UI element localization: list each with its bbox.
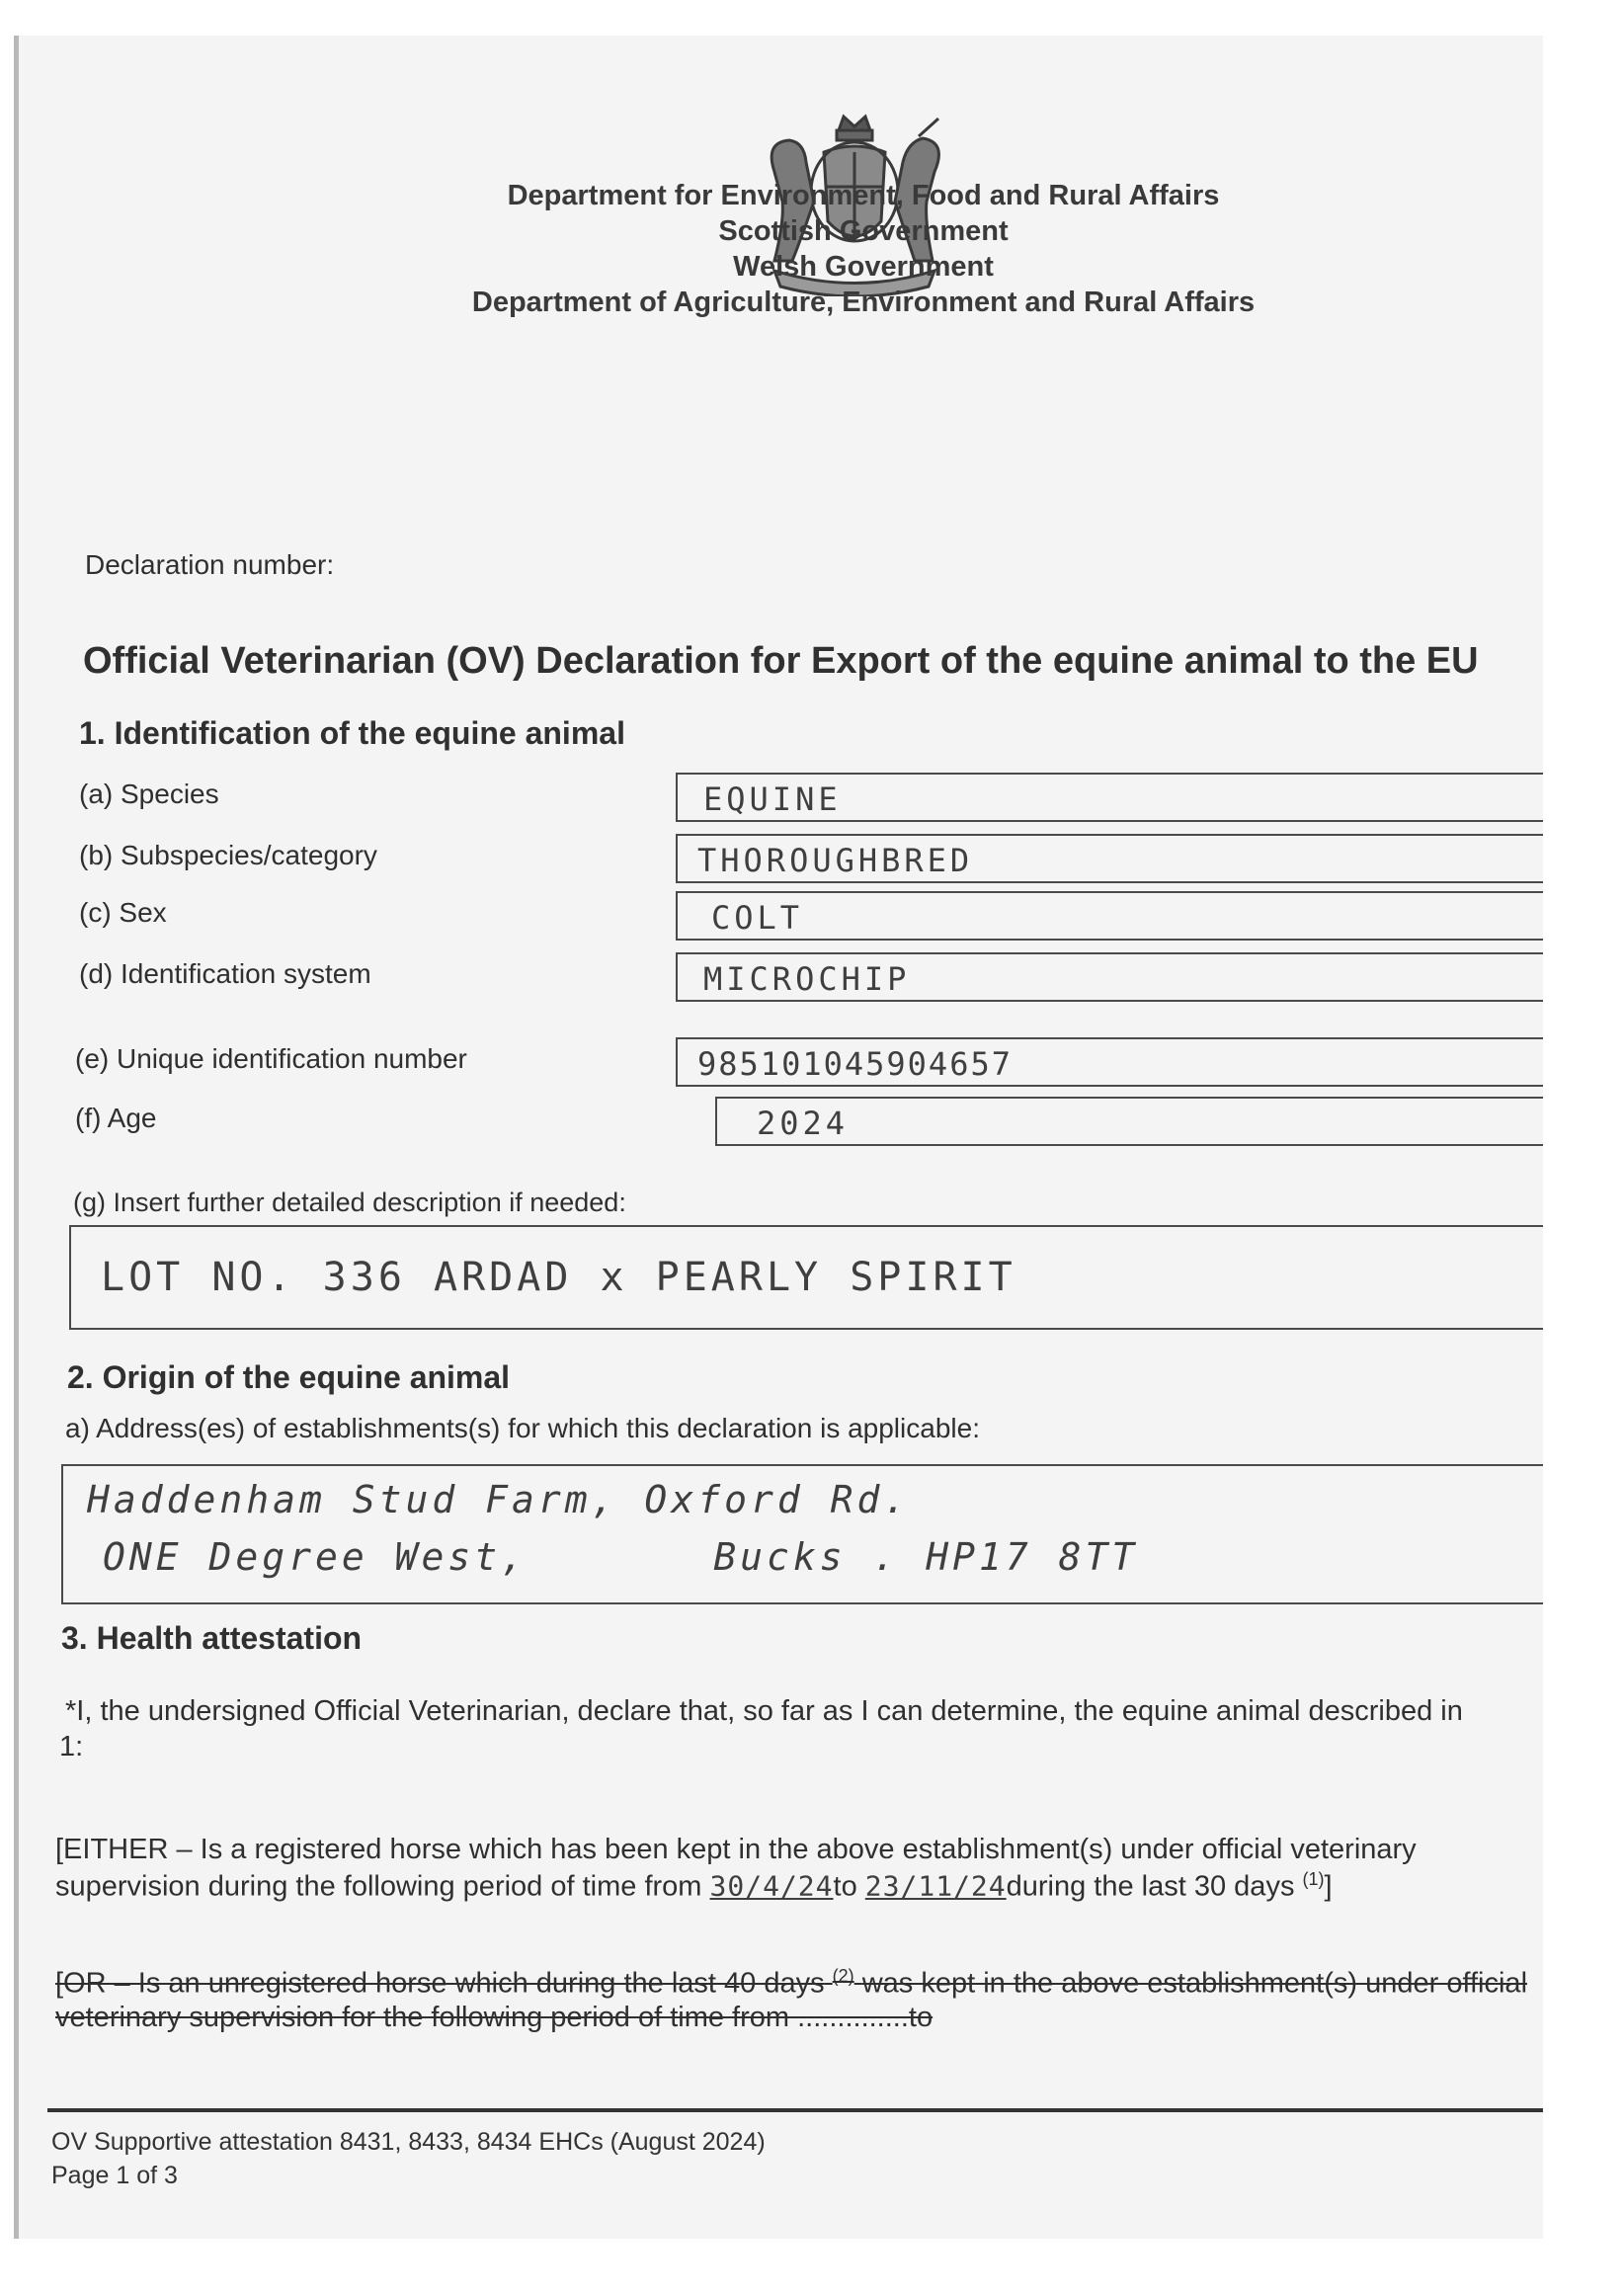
- section-2-heading: 2. Origin of the equine animal: [67, 1359, 511, 1395]
- subspecies-field: [676, 834, 1543, 883]
- identification-system-field: [676, 952, 1543, 1002]
- address-line-1: Haddenham Stud Farm, Oxford Rd.: [87, 1478, 911, 1521]
- age-value: 2024: [757, 1105, 850, 1142]
- page-prefix: Page: [51, 2162, 110, 2189]
- page-current: 1: [116, 2162, 130, 2189]
- department-daera: Department of Agriculture, Environment and Rural Affairs: [471, 287, 1256, 318]
- page-edge-shadow: [14, 36, 19, 2239]
- or-footnote-ref: (2): [832, 1966, 854, 1986]
- footer-attestation-ref: OV Supportive attestation 8431, 8433, 8434 EHCs (August 2024): [51, 2128, 766, 2156]
- either-end: ]: [1324, 1870, 1333, 1903]
- or-clause-struck-text: veterinary supervision for the following period of time from ..............to: [55, 2002, 934, 2033]
- either-suffix: during the last 30 days: [1006, 1870, 1295, 1903]
- section-1-heading: 1. Identification of the equine animal: [79, 715, 625, 751]
- page-total: 3: [164, 2162, 178, 2189]
- further-description-label: (g) Insert further detailed description if needed:: [73, 1188, 626, 1217]
- department-welsh-government: Welsh Government: [733, 251, 994, 283]
- age-field: [715, 1097, 1543, 1146]
- sex-label: (c) Sex: [79, 897, 167, 928]
- species-value: EQUINE: [703, 780, 842, 818]
- species-field: [676, 773, 1543, 822]
- document-title: Official Veterinarian (OV) Declaration for Export of the equine animal to the EU: [83, 640, 1479, 682]
- identification-system-value: MICROCHIP: [703, 960, 911, 998]
- sex-field: [676, 891, 1543, 941]
- department-defra: Department for Environment, Food and Rural Affairs: [507, 180, 1220, 211]
- further-description-field: [69, 1225, 1543, 1330]
- health-intro-line-1: *I, the undersigned Official Veterinarian, declare that, so far as I can determine, the equine animal described in: [65, 1695, 1463, 1727]
- footer-divider: [47, 2108, 1543, 2112]
- either-to-word: to: [833, 1870, 857, 1903]
- health-intro-line-2: 1:: [59, 1731, 84, 1762]
- address-field: [61, 1464, 1543, 1604]
- or-clause-part-a: [OR – Is an unregistered horse which during the last 40 days: [55, 1967, 825, 2000]
- unique-id-field: [676, 1037, 1543, 1087]
- either-prefix: supervision during the following period of time from: [55, 1870, 702, 1903]
- department-scottish-government: Scottish Government: [718, 215, 1009, 247]
- declaration-number-label: Declaration number:: [85, 549, 335, 580]
- species-label: (a) Species: [79, 779, 219, 809]
- subspecies-label: (b) Subspecies/category: [79, 840, 377, 870]
- unique-id-value: 985101045904657: [697, 1045, 1013, 1083]
- footer-page-number: [51, 2162, 178, 2190]
- supervision-to-date: 23/11/24: [864, 1869, 1007, 1903]
- address-line-2: ONE Degree West, Bucks . HP17 8TT: [103, 1535, 1139, 1579]
- either-clause-line-1: [EITHER – Is a registered horse which has been kept in the above establishment(s) under official veterinary: [55, 1834, 1417, 1865]
- or-clause-line-1: [55, 1966, 1527, 2001]
- identification-system-label: (d) Identification system: [79, 958, 371, 989]
- either-footnote-ref: (1): [1302, 1869, 1325, 1889]
- address-label: a) Address(es) of establishments(s) for which this declaration is applicable:: [65, 1413, 980, 1443]
- page-separator: of: [136, 2162, 158, 2189]
- age-label: (f) Age: [75, 1103, 157, 1133]
- or-clause-line-2: [55, 2002, 933, 2034]
- unique-id-label: (e) Unique identification number: [75, 1043, 467, 1074]
- section-3-heading: 3. Health attestation: [61, 1620, 363, 1656]
- further-description-value: LOT NO. 336 ARDAD x PEARLY SPIRIT: [101, 1255, 1016, 1300]
- sex-value: COLT: [711, 899, 804, 937]
- subspecies-value: THOROUGHBRED: [697, 842, 974, 879]
- either-clause-line-2: [55, 1869, 1333, 1904]
- supervision-from-date: 30/4/24: [709, 1869, 834, 1903]
- document-page: [14, 36, 1543, 2239]
- or-clause-part-b: was kept in the above establishment(s) under official: [861, 1967, 1528, 2000]
